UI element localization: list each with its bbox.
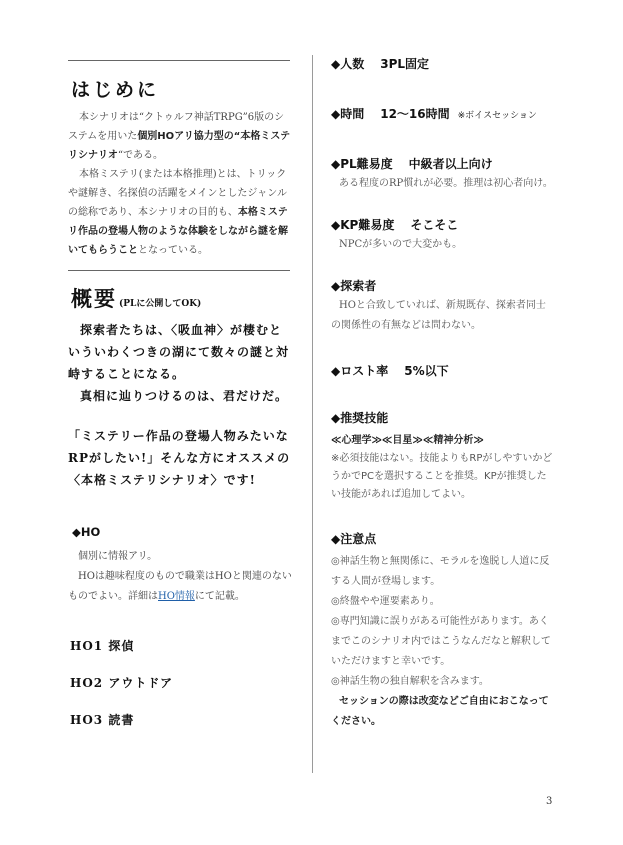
summary-paragraph-1: 探索者たちは、〈吸血神〉が棲むといういわくつきの湖にて数々の謎と対峙することになる。 [68, 323, 290, 381]
kp-difficulty-value: そこそこ [410, 218, 459, 232]
lost-label: ◆ロスト率 [331, 364, 389, 378]
lost-value: 5%以下 [404, 364, 449, 378]
column-divider [312, 55, 313, 773]
ho-item-3: HO3 読書 [70, 713, 135, 727]
text-segment: 本シナリオは“クトゥルフ神話TRPG”6版のシステムを用いた [68, 112, 285, 142]
time-note: ※ボイスセッション [457, 111, 537, 121]
time-row [331, 105, 555, 122]
players-value: 3PL固定 [380, 57, 430, 71]
caution-item-1: ◎神話生物と無関係に、モラルを逸脱し人道に反する人間が登場します。 [331, 556, 550, 587]
caution-item-2: ◎終盤やや運要素あり。 [331, 596, 440, 607]
pl-difficulty-value: 中級者以上向け [408, 157, 493, 171]
ho-note-2 [68, 567, 292, 607]
skills-label: ◆推奨技能 [331, 411, 389, 425]
text-segment: となっている。 [138, 245, 208, 256]
summary-title: 概要 [71, 286, 117, 311]
pl-difficulty-note: ある程度のRP慣れが必要。推理は初心者向け。 [339, 178, 553, 189]
skills-note: ※必須技能はない。技能よりもRPがしやすいかどうかでPCを選択することを推奨。KPが推奨したい技能があれば追加してよい。 [331, 453, 553, 500]
kp-difficulty-row [331, 216, 555, 233]
ho-item-1: HO1 探偵 [70, 639, 135, 653]
summary-paragraph-3: 「ミステリー作品の登場人物みたいなRPがしたい!」そんな方にオススメの〈本格ミステリシナリオ〉です! [68, 429, 291, 487]
text-segment: 本格ミステリ作品の登場人物のような体験をしながら謎を解いてもらうこと [68, 207, 288, 256]
intro-paragraph-1 [68, 108, 292, 165]
skills-list: ≪心理学≫≪目星≫≪精神分析≫ [331, 435, 484, 446]
caution-item-4: ◎神話生物の独自解釈を含みます。 [331, 676, 489, 687]
pl-difficulty-label: ◆PL難易度 [331, 157, 393, 171]
caution-item-3: ◎専門知識に誤りがある可能性があります。あくまでこのシナリオ内ではこうなんだなと解釈していただけますと幸いです。 [331, 616, 551, 667]
summary-subtitle: (PLに公開してOK) [119, 299, 202, 309]
caution-label: ◆注意点 [331, 532, 377, 546]
text-segment: “である。 [117, 150, 164, 161]
summary-heading [71, 283, 292, 313]
ho-note-1: 個別に情報アリ。 [78, 551, 158, 562]
kp-difficulty-label: ◆KP難易度 [331, 218, 395, 232]
pl-difficulty-row [331, 155, 555, 172]
ho-info-link[interactable]: HO情報 [158, 591, 195, 602]
investigator-label: ◆探索者 [331, 279, 377, 293]
intro-paragraph-2 [68, 165, 292, 260]
investigator-note: HOと合致していれば、新規既存、探索者同士の関係性の有無などは問わない。 [331, 300, 546, 331]
closing-note: セッションの際は改変などご自由におこなってください。 [331, 696, 549, 727]
ho-note-2-b: にて記載。 [194, 591, 245, 602]
players-row [331, 55, 555, 72]
right-column [331, 55, 555, 732]
ho-heading: ◆HO [72, 525, 101, 539]
time-label: ◆時間 [331, 107, 365, 121]
rule-middle [68, 270, 290, 271]
intro-heading: はじめに [71, 79, 160, 101]
page-number: 3 [546, 796, 553, 807]
text-segment: 個別HOアリ協力型の“本格ミステリシナリオ [68, 131, 291, 161]
ho-note-2-a: HOは趣味程度のもので職業はHOと関連のないものでよい。詳細は [68, 571, 292, 602]
rule-top [68, 60, 290, 61]
lost-row [331, 362, 555, 379]
players-label: ◆人数 [331, 57, 365, 71]
kp-difficulty-note: NPCが多いので大変かも。 [339, 239, 463, 250]
summary-paragraph-2: 真相に辿りつけるのは、君だけだ。 [80, 389, 289, 403]
left-column [68, 60, 292, 748]
time-value: 12〜16時間 [380, 107, 450, 121]
text-segment: 本格ミステリ(または本格推理)とは、トリックや謎解き、名探偵の活躍をメインとしたジャンルの総称であり、本シナリオの目的も、 [68, 169, 287, 218]
ho-item-2: HO2 アウトドア [70, 676, 173, 690]
